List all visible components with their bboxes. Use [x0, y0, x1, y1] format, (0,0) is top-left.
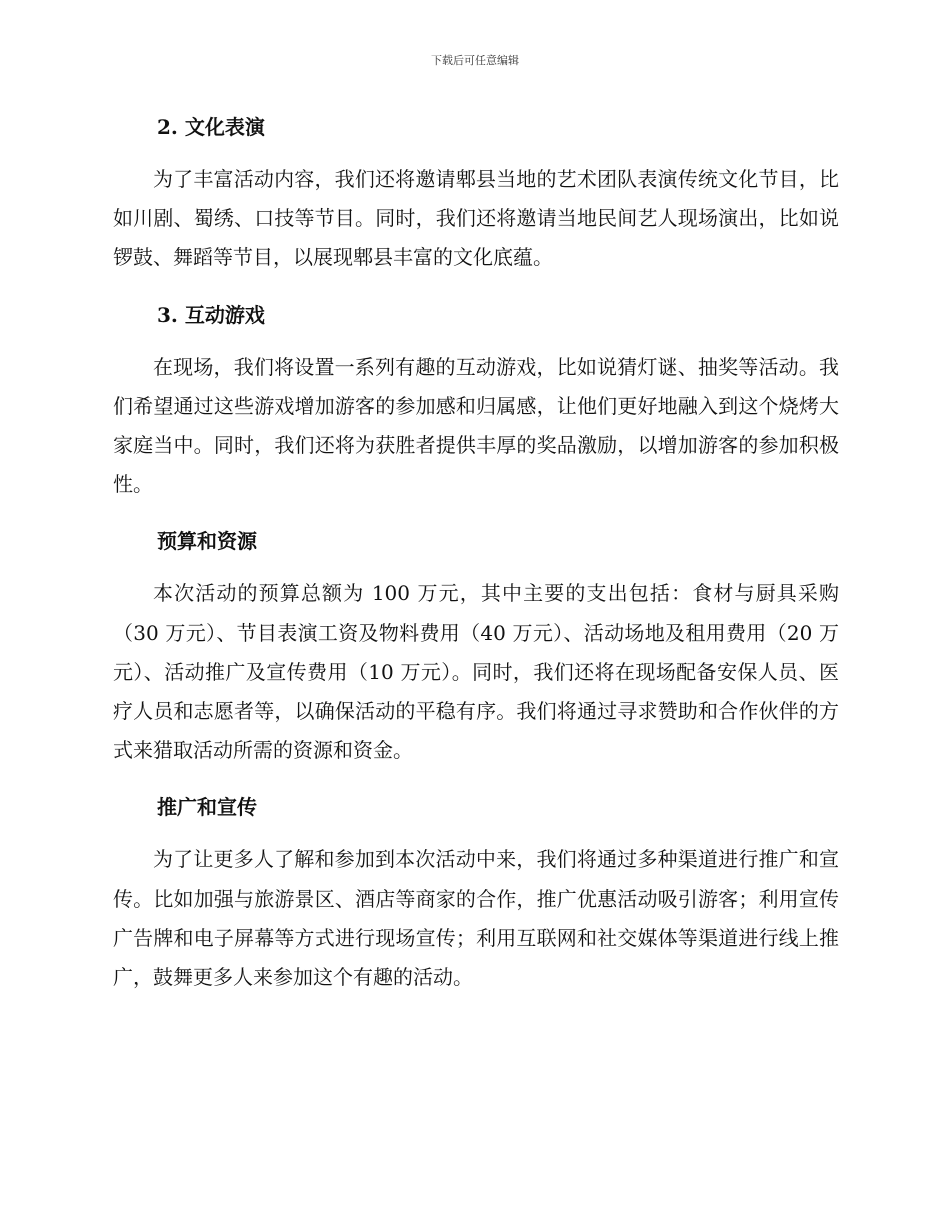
spacer	[113, 336, 839, 348]
section-heading-games: 3. 互动游戏	[157, 302, 265, 327]
spacer	[113, 562, 839, 574]
spacer	[113, 278, 839, 294]
section-paragraph-promotion: 为了让更多人了解和参加到本次活动中来，我们将通过多种渠道进行推广和宣传。比如加强与旅游景区、酒店等商家的合作，推广优惠活动吸引游客；利用宣传广告牌和电子屏幕等方式进行现场宣传；利用互联网和社交媒体等渠道进行线上推广，鼓舞更多人来参加这个有趣的活动。	[113, 847, 839, 990]
section-heading-budget: 预算和资源	[157, 529, 257, 554]
spacer	[113, 148, 839, 160]
section-heading-culture: 2. 文化表演	[157, 115, 265, 139]
page-header: 下载后可任意编辑	[431, 54, 519, 67]
section-heading-promotion: 推广和宣传	[157, 795, 257, 820]
section-paragraph-budget: 本次活动的预算总额为 100 万元，其中主要的支出包括：食材与厨具采购（30 万元）、节目表演工资及物料费用（40 万元）、活动场地及租用费用（20 万元）、活动推广及宣传费用（10 万元）。同时，我们还将在现场配备安保人员、医疗人员和志愿者等，以确保活动的平稳有序。我们将通过寻求赞助和合作伙伴的方式来猎取活动所需的资源和资金。	[113, 581, 839, 763]
section-paragraph-games: 在现场，我们将设置一系列有趣的互动游戏，比如说猜灯谜、抽奖等活动。我们希望通过这些游戏增加游客的参加感和归属感，让他们更好地融入到这个烧烤大家庭当中。同时，我们还将为获胜者提供丰厚的奖品激励，以增加游客的参加积极性。	[113, 354, 839, 497]
spacer	[113, 828, 839, 840]
section-paragraph-culture: 为了丰富活动内容，我们还将邀请郫县当地的艺术团队表演传统文化节目，比如川剧、蜀绣、口技等节目。同时，我们还将邀请当地民间艺人现场演出，比如说锣鼓、舞蹈等节目，以展现郫县丰富的文化底蕴。	[113, 167, 839, 270]
document-body	[113, 106, 839, 997]
spacer	[113, 504, 839, 520]
spacer	[113, 770, 839, 786]
